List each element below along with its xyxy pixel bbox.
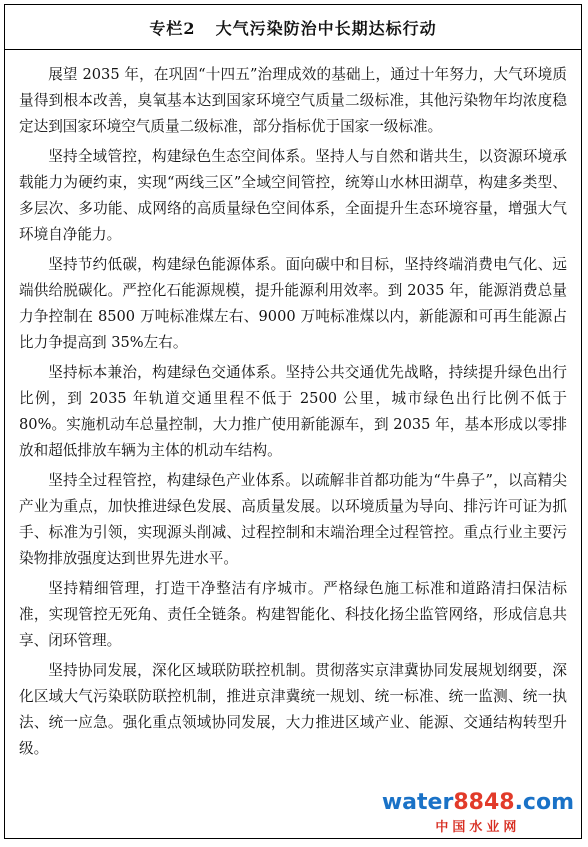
paragraph-industry: 坚持全过程管控，构建绿色产业体系。以疏解非首都功能为“牛鼻子”，以高精尖产业为重点，加快推进绿色发展、高质量发展。以环境质量为导向、排污许可证为抓手、标准为引领，实现源头削减、过程控制和末端治理全过程管控。重点行业主要污染物排放强度达到世界先进水平。: [19, 472, 567, 567]
paragraph-regional: 坚持协同发展，深化区域联防联控机制。贯彻落实京津冀协同发展规划纲要，深化区域大气污染联防联控机制，推进京津冀统一规划、统一标准、统一监测、统一执法、统一应急。强化重点领域协同发展，大力推进区域产业、能源、交通结构转型升级。: [19, 662, 567, 757]
paragraph-transport: 坚持标本兼治，构建绿色交通体系。坚持公共交通优先战略，持续提升绿色出行比例，到 2035 年轨道交通里程不低于 2500 公里，城市绿色出行比例不低于 80%。实施机动车总量控制，大力推广使用新能源车，到 2035 年，基本形成以零排放和超低排放车辆为主体的机动车结构。: [19, 364, 567, 459]
box-title: 大气污染防治中长期达标行动: [215, 18, 437, 38]
watermark-brand-number: 8848: [453, 790, 515, 815]
paragraph-energy: 坚持节约低碳，构建绿色能源体系。面向碳中和目标，坚持终端消费电气化、远端供给脱碳化。严控化石能源规模，提升能源利用效率。到 2035 年，能源消费总量力争控制在 8500 万吨标准煤左右、9000 万吨标准煤以内，新能源和可再生能源占比力争提高到 35%左右。: [19, 256, 567, 351]
paragraph-outlook: 展望 2035 年，在巩固“十四五”治理成效的基础上，通过十年努力，大气环境质量得到根本改善，臭氧基本达到国家环境空气质量二级标准，其他污染物年均浓度稳定达到国家环境空气质量二级标准，部分指标优于国家一级标准。: [19, 66, 567, 135]
paragraph-spatial: 坚持全域管控，构建绿色生态空间体系。坚持人与自然和谐共生，以资源环境承载能力为硬约束，实现“两线三区”全域空间管控，统筹山水林田湖草，构建多类型、多层次、多功能、成网络的高质量绿色空间体系，全面提升生态环境容量，增强大气环境自净能力。: [19, 148, 567, 243]
watermark-brand-water: water: [381, 790, 454, 815]
watermark-logo: [382, 792, 574, 835]
watermark-subtitle: 中国水业网: [435, 820, 521, 835]
box-number: 专栏2: [149, 18, 196, 38]
watermark-brand-suffix: .com: [514, 790, 574, 815]
box-header: [5, 5, 581, 50]
box-body: [5, 50, 581, 762]
paragraph-management: 坚持精细管理，打造干净整洁有序城市。严格绿色施工标准和道路清扫保洁标准，实现管控无死角、责任全链条。构建智能化、科技化扬尘监管网络，形成信息共享、闭环管理。: [19, 580, 567, 649]
feature-box: [4, 4, 582, 839]
